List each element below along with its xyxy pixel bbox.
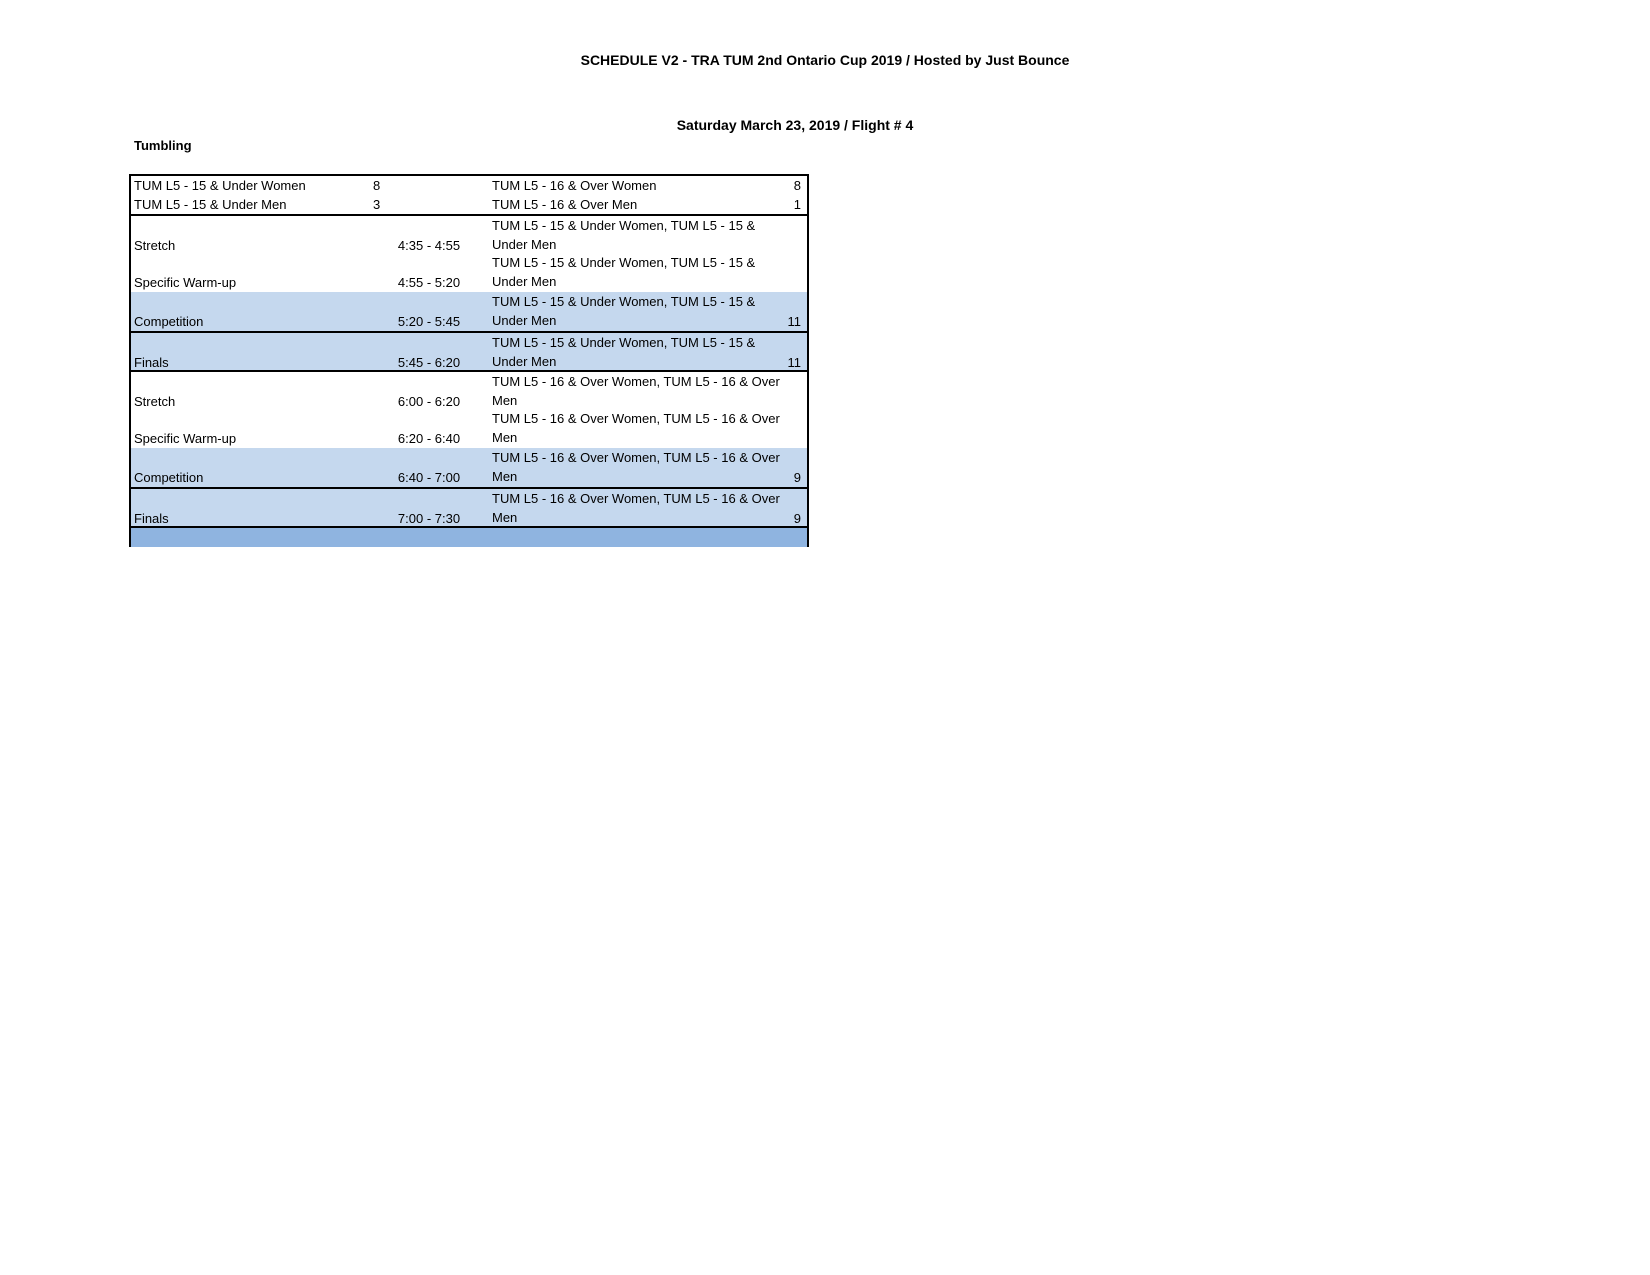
groups-text: TUM L5 - 15 & Under Women, TUM L5 - 15 & Under Men: [492, 294, 756, 328]
groups-text: TUM L5 - 16 & Over Women, TUM L5 - 16 & Over Men: [492, 450, 780, 484]
summary-left-count: 8: [373, 178, 381, 193]
schedule-row: [131, 331, 807, 370]
summary-left-label: TUM L5 - 15 & Under Men: [134, 197, 287, 212]
schedule-row: [131, 214, 807, 253]
time-slot: 6:40 - 7:00: [397, 470, 461, 485]
schedule-row: [131, 292, 807, 331]
groups-text: TUM L5 - 15 & Under Women, TUM L5 - 15 & Under Men: [492, 255, 756, 289]
time-slot: 4:55 - 5:20: [397, 275, 461, 290]
page-title: SCHEDULE V2 - TRA TUM 2nd Ontario Cup 2019 / Hosted by Just Bounce: [580, 52, 1070, 68]
activity-label: Stretch: [134, 394, 176, 409]
athlete-count: 9: [793, 511, 801, 526]
schedule-row: [131, 253, 807, 292]
schedule-row: [131, 370, 807, 409]
groups-text: TUM L5 - 15 & Under Women, TUM L5 - 15 & Under Men: [492, 218, 756, 252]
athlete-count: 11: [787, 355, 801, 370]
activity-label: Specific Warm-up: [134, 431, 237, 446]
table-footer-bar: [131, 526, 807, 547]
schedule-row: [131, 448, 807, 487]
summary-right-label: TUM L5 - 16 & Over Men: [492, 197, 638, 212]
time-slot: 5:45 - 6:20: [397, 355, 461, 370]
summary-left-label: TUM L5 - 15 & Under Women: [134, 178, 306, 193]
summary-row: [131, 195, 807, 214]
summary-right-label: TUM L5 - 16 & Over Women: [492, 178, 657, 193]
summary-right-count: 1: [793, 197, 801, 212]
activity-label: Competition: [134, 470, 204, 485]
time-slot: 6:20 - 6:40: [397, 431, 461, 446]
time-slot: 6:00 - 6:20: [397, 394, 461, 409]
activity-label: Stretch: [134, 238, 176, 253]
schedule-table: [129, 174, 809, 547]
groups-text: TUM L5 - 16 & Over Women, TUM L5 - 16 & Over Men: [492, 374, 780, 408]
athlete-count: 9: [793, 470, 801, 485]
activity-label: Specific Warm-up: [134, 275, 237, 290]
activity-label: Competition: [134, 314, 204, 329]
summary-right-count: 8: [793, 178, 801, 193]
time-slot: 5:20 - 5:45: [397, 314, 461, 329]
section-label: Tumbling: [134, 138, 192, 153]
schedule-date-subtitle: Saturday March 23, 2019 / Flight # 4: [676, 117, 914, 133]
schedule-row: [131, 487, 807, 526]
schedule-row: [131, 409, 807, 448]
groups-text: TUM L5 - 15 & Under Women, TUM L5 - 15 & Under Men: [492, 335, 756, 369]
summary-row: [131, 176, 807, 195]
athlete-count: 11: [787, 314, 801, 329]
activity-label: Finals: [134, 511, 169, 526]
groups-text: TUM L5 - 16 & Over Women, TUM L5 - 16 & Over Men: [492, 411, 780, 445]
time-slot: 4:35 - 4:55: [397, 238, 461, 253]
summary-left-count: 3: [373, 197, 381, 212]
groups-text: TUM L5 - 16 & Over Women, TUM L5 - 16 & Over Men: [492, 491, 780, 525]
activity-label: Finals: [134, 355, 169, 370]
time-slot: 7:00 - 7:30: [397, 511, 461, 526]
